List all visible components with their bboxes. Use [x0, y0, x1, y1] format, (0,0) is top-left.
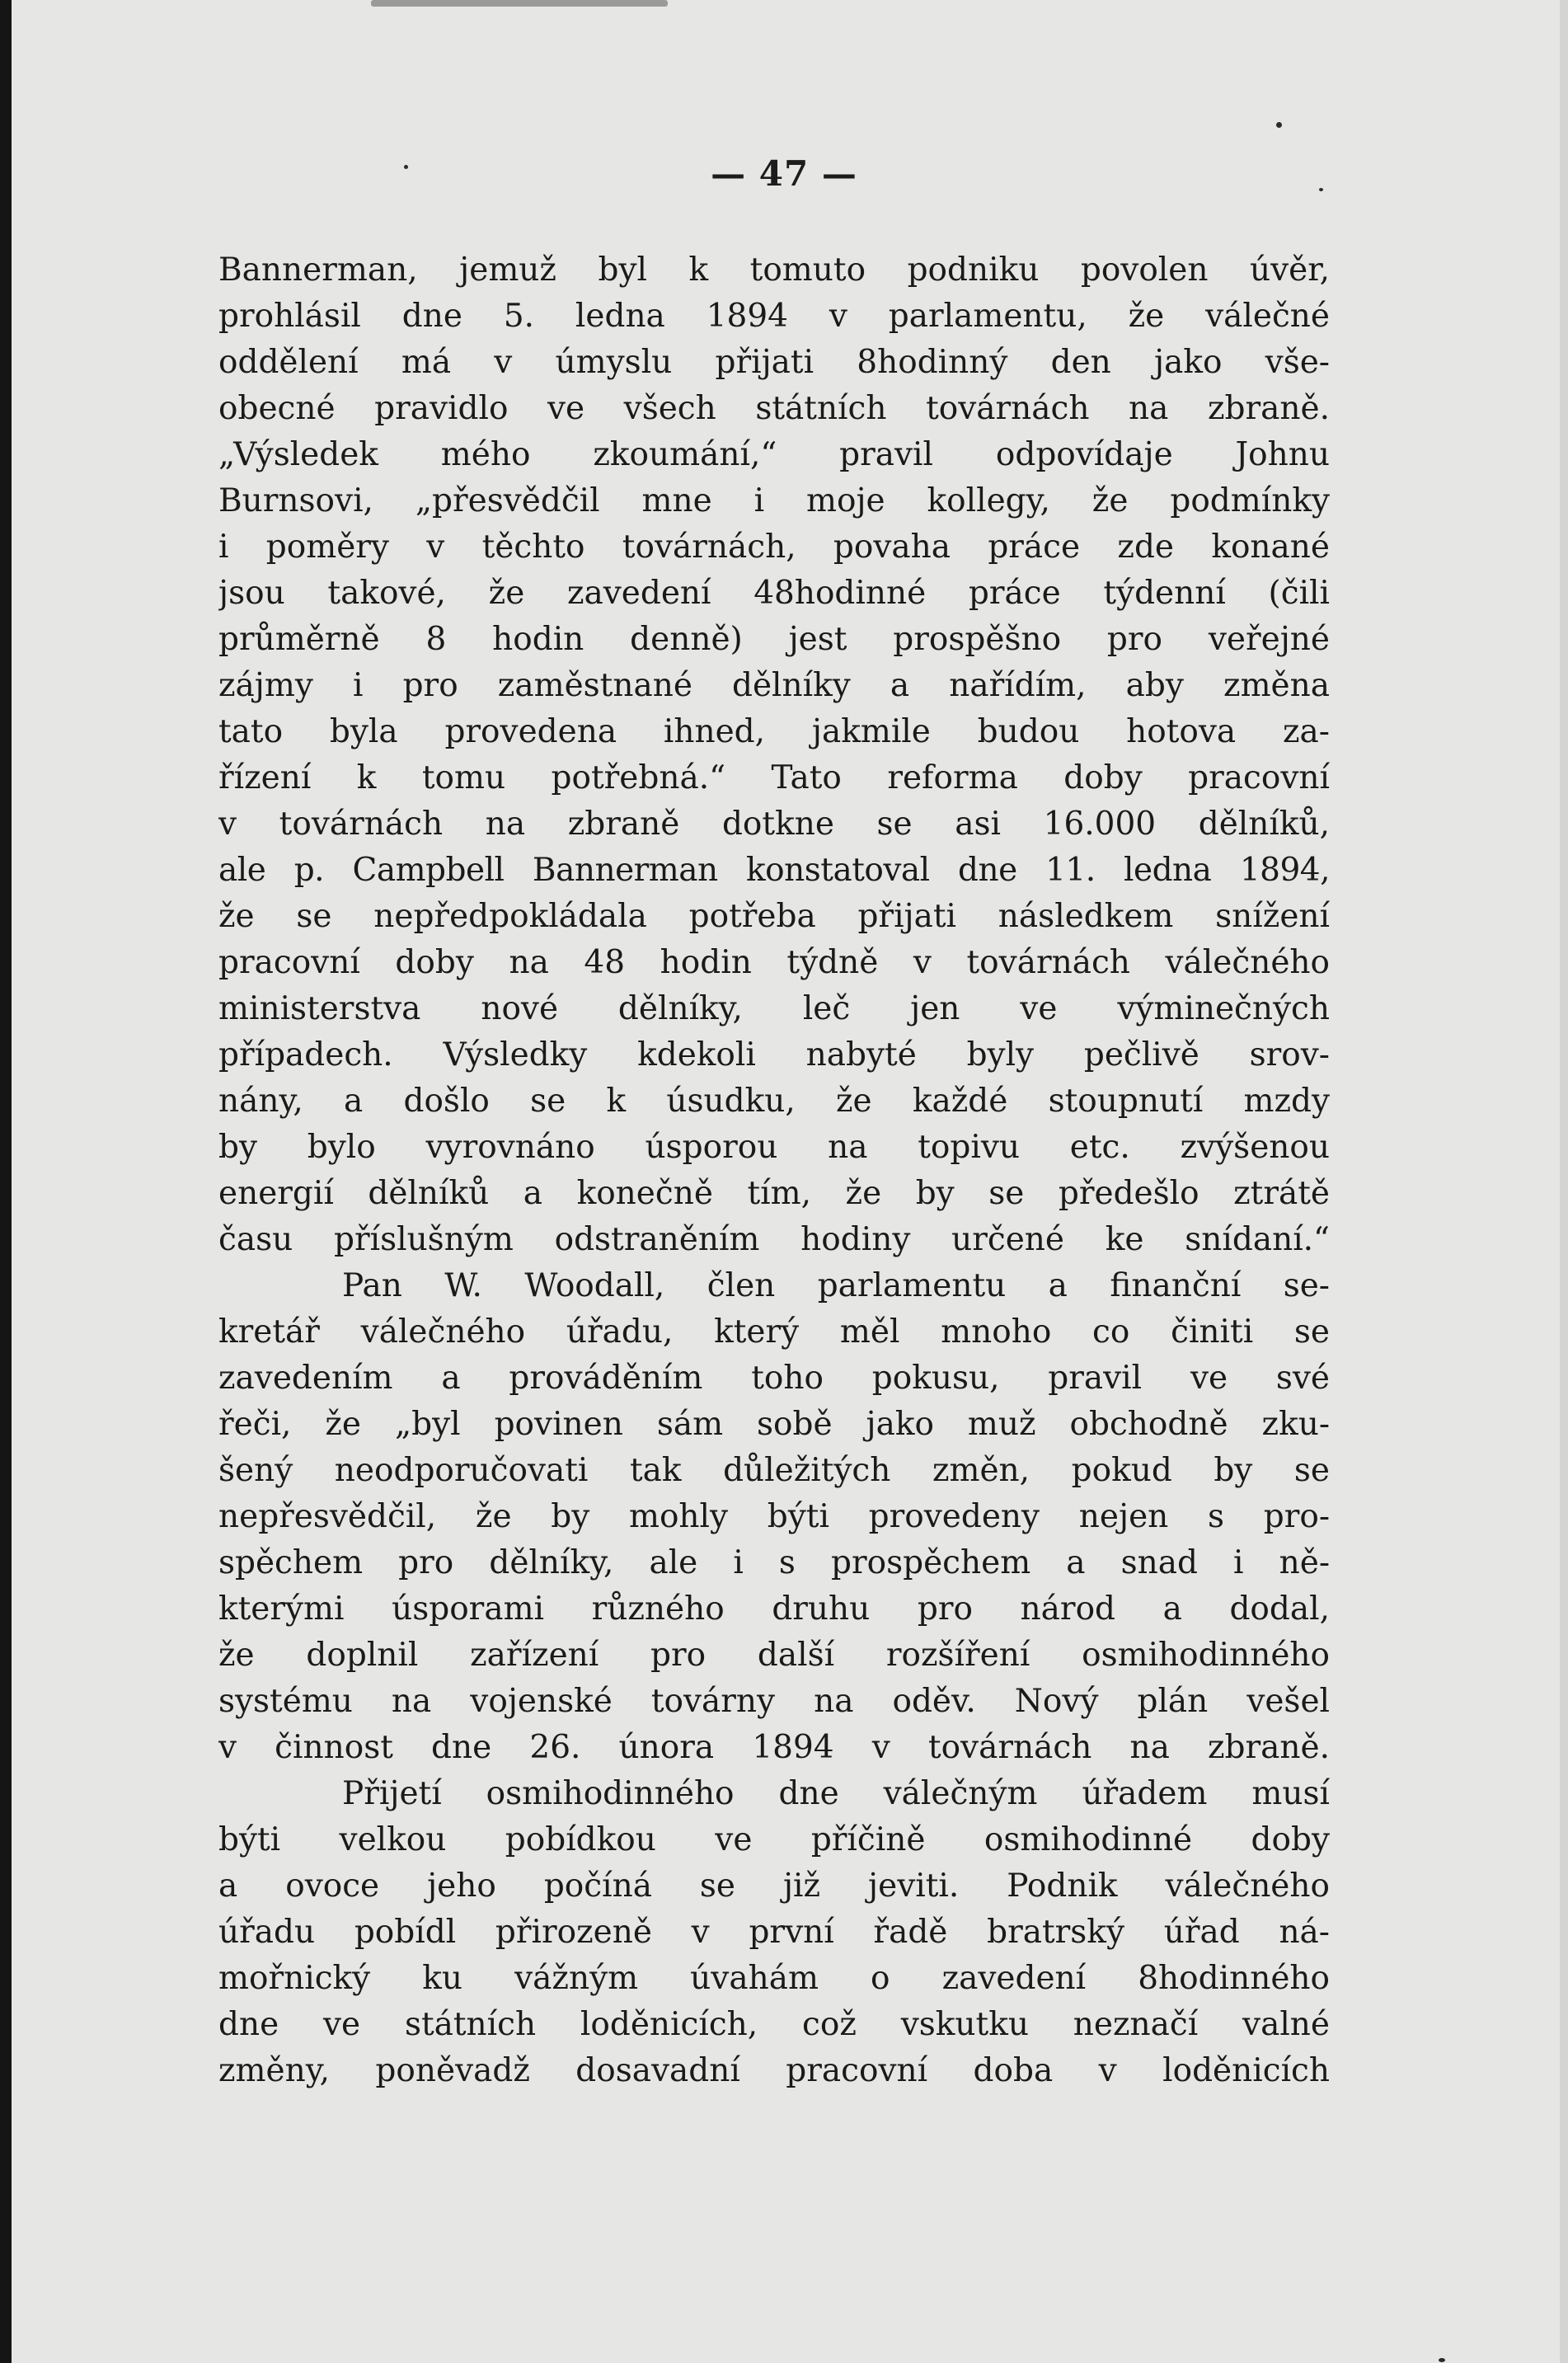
text-line: průměrně 8 hodin denně) jest prospěšno pro veřejné [218, 621, 1330, 658]
paragraph-start-line: Přijetí osmihodinného dne válečným úřadem musí [342, 1775, 1330, 1812]
text-line: v činnost dne 26. února 1894 v továrnách na zbraně. [218, 1729, 1330, 1766]
text-line: mořnický ku vážným úvahám o zavedení 8hodinného [218, 1960, 1330, 1997]
text-line: tato byla provedena ihned, jakmile budou hotova za- [218, 713, 1330, 750]
text-line: obecné pravidlo ve všech státních továrnách na zbraně. [218, 390, 1330, 427]
text-line: že doplnil zařízení pro další rozšíření osmihodinného [218, 1637, 1330, 1674]
text-line: energií dělníků a konečně tím, že by se předešlo ztrátě [218, 1175, 1330, 1212]
text-line: zájmy i pro zaměstnané dělníky a nařídím, aby změna [218, 667, 1330, 704]
text-line: kterými úsporami různého druhu pro národ a dodal, [218, 1590, 1330, 1628]
text-line: „Výsledek mého zkoumání,“ pravil odpovídaje Johnu [218, 436, 1330, 473]
body-text [218, 247, 1330, 2094]
text-line: spěchem pro dělníky, ale i s prospěchem a snad i ně- [218, 1544, 1330, 1581]
text-line: dne ve státních loděnicích, což vskutku neznačí valné [218, 2006, 1330, 2043]
text-line: pracovní doby na 48 hodin týdně v továrnách válečného [218, 944, 1330, 981]
ink-speck [1276, 122, 1282, 128]
text-line: býti velkou pobídkou ve příčině osmihodinné doby [218, 1821, 1330, 1858]
text-line: případech. Výsledky kdekoli nabyté byly pečlivě srov- [218, 1036, 1330, 1073]
text-line: úřadu pobídl přirozeně v první řadě bratrský úřad ná- [218, 1914, 1330, 1951]
text-line: i poměry v těchto továrnách, povaha práce zde konané [218, 529, 1330, 566]
text-line: nepřesvědčil, že by mohly býti provedeny nejen s pro- [218, 1498, 1330, 1535]
text-line: prohlásil dne 5. ledna 1894 v parlamentu, že válečné [218, 298, 1330, 335]
text-line: Bannerman, jemuž byl k tomuto podniku povolen úvěr, [218, 251, 1330, 289]
text-line: a ovoce jeho počíná se již jeviti. Podnik válečného [218, 1867, 1330, 1905]
text-line: v továrnách na zbraně dotkne se asi 16.000 dělníků, [218, 806, 1330, 843]
text-line: by bylo vyrovnáno úsporou na topivu etc. zvýšenou [218, 1129, 1330, 1166]
page-number: — 47 — [711, 153, 857, 194]
text-line: ale p. Campbell Bannerman konstatoval dne 11. ledna 1894, [218, 852, 1330, 889]
text-line: řízení k tomu potřebná.“ Tato reforma doby pracovní [218, 759, 1330, 796]
text-line: šený neodporučovati tak důležitých změn, pokud by se [218, 1452, 1330, 1489]
text-line: nány, a došlo se k úsudku, že každé stoupnutí mzdy [218, 1083, 1330, 1120]
text-line: systému na vojenské továrny na oděv. Nový plán vešel [218, 1683, 1330, 1720]
text-line: kretář válečného úřadu, který měl mnoho co činiti se [218, 1313, 1330, 1351]
text-line: změny, poněvadž dosavadní pracovní doba v loděnicích [218, 2052, 1330, 2089]
text-line: že se nepředpokládala potřeba přijati následkem snížení [218, 898, 1330, 935]
text-line: jsou takové, že zavedení 48hodinné práce týdenní (čili [218, 575, 1330, 612]
text-line: řeči, že „byl povinen sám sobě jako muž obchodně zku- [218, 1406, 1330, 1443]
page-left-edge-shadow [0, 0, 12, 2363]
text-line: Burnsovi, „přesvědčil mne i moje kollegy, že podmínky [218, 482, 1330, 519]
text-line: času příslušným odstraněním hodiny určené ke snídaní.“ [218, 1221, 1330, 1258]
text-line: zavedením a prováděním toho pokusu, pravil ve své [218, 1360, 1330, 1397]
ink-speck [1439, 2358, 1445, 2362]
text-line: ministerstva nové dělníky, leč jen ve výminečných [218, 990, 1330, 1027]
page-top-binding-mark [371, 0, 668, 7]
paragraph-start-line: Pan W. Woodall, člen parlamentu a finanční se- [342, 1267, 1330, 1304]
page-right-edge [1560, 0, 1568, 2363]
text-line: oddělení má v úmyslu přijati 8hodinný den jako vše- [218, 344, 1330, 381]
